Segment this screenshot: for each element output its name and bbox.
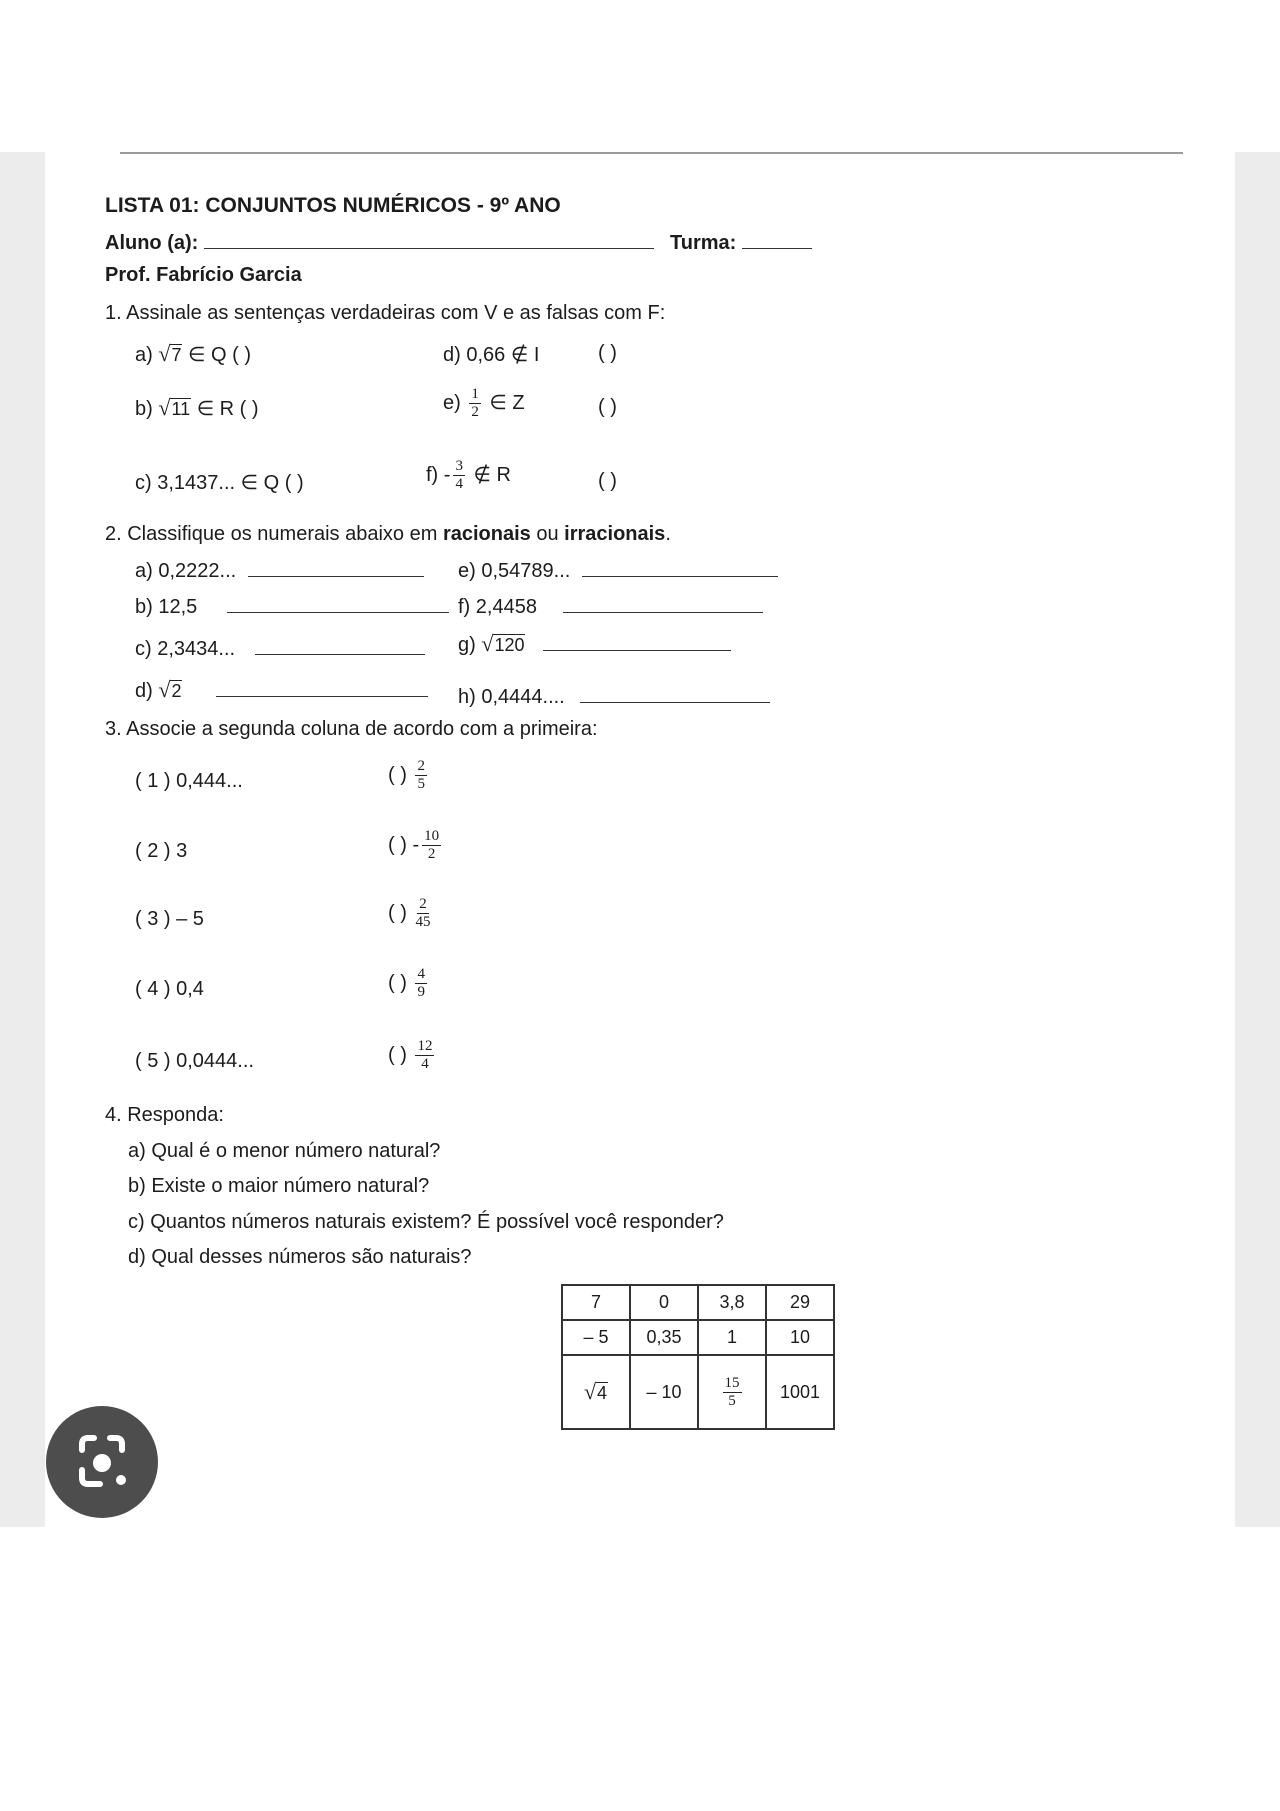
q1-item-c: c) 3,1437... ∈ Q ( ) [135,472,304,494]
fraction-15-5: $\frac{15}{5}$ [724,1374,740,1409]
table-cell: 0,35 [630,1320,698,1355]
q1-prompt: 1. Assinale as sentenças verdadeiras com V e as falsas com F: [105,302,666,324]
q2-prompt: 2. Classifique os numerais abaixo em racionais ou irracionais. [105,523,671,545]
q3-left-4: ( 4 ) 0,4 [135,978,204,1000]
q3-left-2: ( 2 ) 3 [135,840,188,862]
table-cell: – 5 [562,1320,630,1355]
sqrt-7: √ 7 [158,341,182,366]
class-field [670,230,812,255]
table-cell: 1001 [766,1355,834,1429]
q3-right-5: ( ) $\frac{12}{4}$ [388,1038,433,1072]
table-cell: 3,8 [698,1285,766,1320]
student-name-field [105,230,654,255]
q1-item-b: b) √ 11 ∈ R ( ) [135,395,259,420]
table-row [562,1320,834,1355]
q2-item-e: e) 0,54789... [458,558,778,583]
sqrt-4: √ 4 [583,1378,608,1404]
lens-camera-icon [46,1406,158,1518]
q1-item-d: d) 0,66 ∉ I [443,344,540,366]
q2-item-h: h) 0,4444.... [458,684,770,709]
sqrt-11: √ 11 [158,395,191,420]
fraction-4-9: $\frac{4}{9}$ [417,966,425,1000]
class-blank [742,230,812,249]
q2-item-b: b) 12,5 [135,594,449,619]
table-cell: 0 [630,1285,698,1320]
q3-left-3: ( 3 ) – 5 [135,908,204,930]
q1-item-f-paren: ( ) [598,470,617,492]
q4-item-a: a) Qual é o menor número natural? [128,1140,441,1162]
fraction-10-2: $\frac{10}{2}$ [424,828,440,862]
table-cell: 10 [766,1320,834,1355]
sqrt-120: √ 120 [481,631,525,656]
table-cell [562,1355,630,1429]
q3-left-5: ( 5 ) 0,0444... [135,1050,254,1072]
fraction-1-2: $\frac{1}{2}$ [471,386,479,420]
q3-left-1: ( 1 ) 0,444... [135,770,243,792]
sqrt-2: √ 2 [158,677,182,702]
table-cell: 1 [698,1320,766,1355]
q1-item-e: e) $\frac{1}{2}$ ∈ Z [443,386,525,420]
q3-right-3: ( ) $\frac{2}{45}$ [388,896,431,930]
worksheet-title: LISTA 01: CONJUNTOS NUMÉRICOS - 9º ANO [105,194,561,217]
table-cell: 7 [562,1285,630,1320]
q4-prompt: 4. Responda: [105,1104,224,1126]
table-row [562,1355,834,1429]
q2-item-a: a) 0,2222... [135,558,424,583]
lens-search-button[interactable] [46,1406,158,1518]
q1-item-e-paren: ( ) [598,396,617,418]
q3-right-4: ( ) $\frac{4}{9}$ [388,966,425,1000]
table-cell: 29 [766,1285,834,1320]
numbers-table [561,1284,835,1430]
q2-item-d: d) √ 2 [135,678,428,703]
q1-item-f: f) - $\frac{3}{4}$ ∉ R [426,458,511,492]
fraction-12-4: $\frac{12}{4}$ [417,1038,433,1072]
q1-item-d-paren: ( ) [598,342,617,364]
fraction-3-4: $\frac{3}{4}$ [455,458,463,492]
answer-paren: ( ) [232,344,252,366]
fraction-2-5: $\frac{2}{5}$ [417,758,425,792]
q4-item-c: c) Quantos números naturais existem? É possível você responder? [128,1211,724,1233]
table-row [562,1285,834,1320]
class-label: Turma: [670,232,737,254]
table-cell: – 10 [630,1355,698,1429]
fraction-2-45: $\frac{2}{45}$ [415,896,431,930]
q4-item-b: b) Existe o maior número natural? [128,1175,430,1197]
q2-item-g: g) √ 120 [458,632,731,657]
professor-name: Prof. Fabrício Garcia [105,264,302,286]
table-cell [698,1355,766,1429]
q3-right-1: ( ) $\frac{2}{5}$ [388,758,425,792]
student-label: Aluno (a): [105,232,199,254]
q3-prompt: 3. Associe a segunda coluna de acordo com a primeira: [105,718,598,740]
q2-item-f: f) 2,4458 [458,594,763,619]
q1-item-a: a) √ 7 ∈ Q ( ) [135,341,252,366]
student-name-blank [204,230,654,249]
q4-item-d: d) Qual desses números são naturais? [128,1246,472,1268]
q2-item-c: c) 2,3434... [135,636,425,661]
q3-right-2: ( ) - $\frac{10}{2}$ [388,828,440,862]
